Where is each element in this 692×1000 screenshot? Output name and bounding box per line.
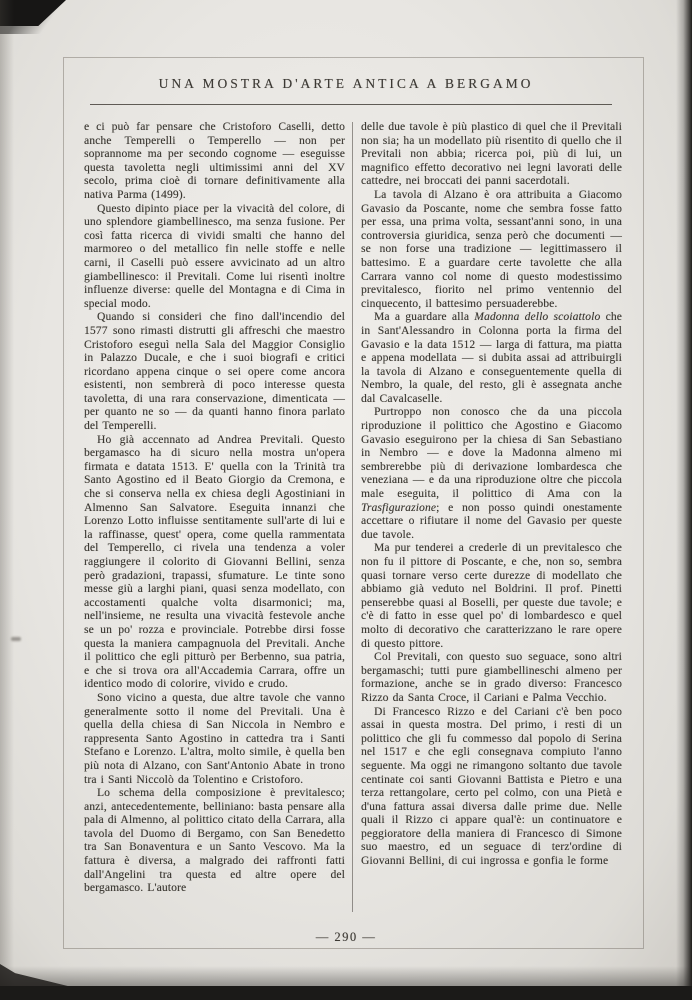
- column-right: [361, 121, 622, 896]
- text-run: e ci può far pensare che Cristoforo Caselli, detto anche Temperelli o Temperello — non per soprannome ma per secondo cognome — eseguisse questa tavoletta negli ultimissimi anni del XV secolo, prima cioè di tornare definitivamente alla nativa Parma (1499).: [84, 121, 345, 201]
- text-run: che in Sant'Alessandro in Colonna porta la firma del Gavasio e la data 1512 — larga di fattura, ma piatta e appena modellata — si dubita assai ad attribuirgli la tavola di Alzano e conseguentemente quella di Nembro, la quale, del resto, gli è assegnata anche dal Cavalcaselle.: [361, 311, 622, 405]
- paragraph: [361, 121, 622, 189]
- text-block: [84, 121, 622, 896]
- paragraph: [84, 434, 345, 692]
- text-run: ; e non posso quindi onestamente accettare o rifiutare il nome del Gavasio per queste due tavole.: [361, 501, 622, 541]
- paragraph: [361, 406, 622, 542]
- paragraph: [84, 121, 345, 203]
- paragraph: [361, 542, 622, 651]
- paragraph: [84, 692, 345, 787]
- text-run: Lo schema della composizione è previtalesco; anzi, antecedentemente, belliniano: basta pensare alla pala di Almenno, al polittico citato della Carrara, alla tavola del Duomo di Bergamo, con San Benedetto tra San Bonaventura e un Santo Vescovo. Ma la fattura è diversa, a malgrado dei raffronti fatti dall'Angelini tra questa ed altre opere del bergamasco. L'autore: [84, 787, 346, 895]
- paragraph: [84, 311, 345, 433]
- scan-edge-bottom: [0, 986, 692, 1000]
- text-run: Purtroppo non conosco che da una piccola riproduzione il polittico che Agostino e Giacomo Gavasio eseguirono per la chiesa di San Sebastiano in Nembro — e dove la Madonna almeno mi sembrerebbe più di derivazione lombardesca che veneziana — e da una riproduzione oltre che piccola male eseguita, il polittico di Ama con la: [361, 406, 622, 501]
- text-run: Sono vicino a questa, due altre tavole che vanno generalmente sotto il nome del Previtali. Una è quella della chiesa di San Niccola in Nembro e rappresenta Santo Agostino in cattedra tra i Santi Stefano e Lorenzo. L'altra, molto simile, è quella ben più nota di Alzano, con Sant'Antonio Abate in trono tra i Santi Niccolò da Tolentino e Cristoforo.: [84, 691, 345, 786]
- scan-edge-bottom-shadow: [0, 966, 692, 988]
- running-head-title: UNA MOSTRA D'ARTE ANTICA A BERGAMO: [158, 76, 534, 91]
- paragraph: [361, 651, 622, 705]
- italic-run: Trasfigurazione: [361, 501, 437, 514]
- paragraph: [361, 189, 622, 311]
- text-run: Col Previtali, con questo suo seguace, sono altri bergamaschi; tutti pure giambellineschi almeno per formazione, anche se in grado diverso: Francesco Rizzo da Santa Croce, il Cariani e Palma Vecchio.: [361, 651, 622, 704]
- text-run: delle due tavole è più plastico di quel che il Previtali non sia; ha un modellato più risentito di quello che il Previtali non abbia; ricerca poi, più di lui, un magnifico effetto decorativo nei legni lavorati delle cattedre, nei broccati dei panni sacerdotali.: [361, 121, 622, 188]
- paragraph: [361, 311, 622, 406]
- scan-edge-left: [0, 0, 14, 1000]
- scan-edge-right: [676, 0, 692, 1000]
- paragraph: [84, 787, 345, 896]
- column-left: [84, 121, 345, 896]
- paragraph: [84, 203, 345, 312]
- italic-run: Madonna dello scoiattolo: [474, 311, 601, 324]
- text-run: Ma pur tenderei a crederle di un previtalesco che non fu il pittore di Poscante, e che, non so, sembra quasi tornare verso certe durezze di modellato che abbiamo già veduto nel Boldrini. Il prof. Pinetti penserebbe quasi al Boselli, per queste due tavole; e c'è di fatto in esse quel po' di lombardesco e quel molto di decorativo che caratterizzano le rare opere di questo pittore.: [361, 542, 622, 650]
- paragraph: [361, 706, 622, 869]
- text-run: Ho già accennato ad Andrea Previtali. Questo bergamasco ha di sicuro nella mostra un'opera firmata e datata 1513. E' quella con la Trinità tra Santo Agostino ed il Beato Giorgio da Cremona, e che si conserva nella ex chiesa degli Agostiniani in Almenno San Salvatore. Eseguita innanzi che Lorenzo Lotto influisse sentitamente sull'arte di lui e la raffinasse, quest' opera, come quella rammentata del Temperello, ci rivela una tendenza a voler raggiungere il colorito di Giovanni Bellini, senza però gradazioni, trapassi, sfumature. Le tinte sono messe giù a larghi piani, quasi senza modellato, con accostamenti qualche volta disarmonici; ma, nell'insieme, ne resulta una vivacità festevole anche se un po' rozza e provinciale. Potrebbe dirsi fosse questa la maniera campagnuola del Previtali. Anche il polittico che egli pitturò per Berbenno, sua patria, e che si trova ora all'Accademia Carrara, offre un identico modo di colorire, vivido e crudo.: [84, 433, 345, 691]
- text-run: Ma a guardare alla: [374, 311, 475, 324]
- header-rule: [90, 104, 612, 105]
- text-run: Questo dipinto piace per la vivacità del colore, di uno splendore giambellinesco, ma senza fusione. Per così fatta ricerca di vividi smalti che hanno del marmoreo o del metallico fin nelle stoffe e nelle carni, il Caselli può essere avvicinato ad un altro giambellinesco: il Previtali. Come lui risentì inoltre influenze diverse: quelle del Montagna e di Cima in special modo.: [84, 202, 345, 310]
- column-divider-rule: [352, 122, 353, 912]
- page-number: — 290 —: [315, 930, 377, 944]
- text-run: Quando si consideri che fino dall'incendio del 1577 sono rimasti distrutti gli affreschi che maestro Cristoforo eseguì nella Sala del Maggior Consiglio in Palazzo Ducale, e che i suoi biografi e critici ricordano appena cinque o sei opere come ancora esistenti, non sembrerà di poco interesse questa tavoletta, di una rara conservazione, dimenticata — per quanto ne so — da quanti hanno finora parlato del Temperelli.: [84, 311, 345, 433]
- text-run: Di Francesco Rizzo e del Cariani c'è ben poco assai in questa mostra. Del primo, i resti di un polittico che gli fu commesso dal popolo di Serina nel 1517 e che egli consegnava compiuto l'anno seguente. Ma oggi ne rimangono soltanto due tavole centinate coi santi Giovanni Battista e Pietro e una terza rettangolare, certo pel colmo, con una Pietà e d'una fattura assai diversa dalle prime due. Nelle quali il Rizzo ci appare qual'è: un continuatore e peggioratore della maniera di Francesco di Simone suo maestro, ed un seguace di terz'ordine di Giovanni Bellini, di cui ingrossa e gonfia le forme: [361, 705, 622, 868]
- text-run: La tavola di Alzano è ora attribuita a Giacomo Gavasio da Poscante, nome che sembra fosse fatto per essa, una prima volta, sessant'anni sono, in una controversia giuridica, senza però che documenti — se non forse una tradizione — legittimassero il battesimo. E a guardare certe tavolette che alla Carrara vanno col nome di questo modestissimo previtalesco, fiorito nel primo ventennio del cinquecento, il battesimo persuaderebbe.: [361, 188, 622, 310]
